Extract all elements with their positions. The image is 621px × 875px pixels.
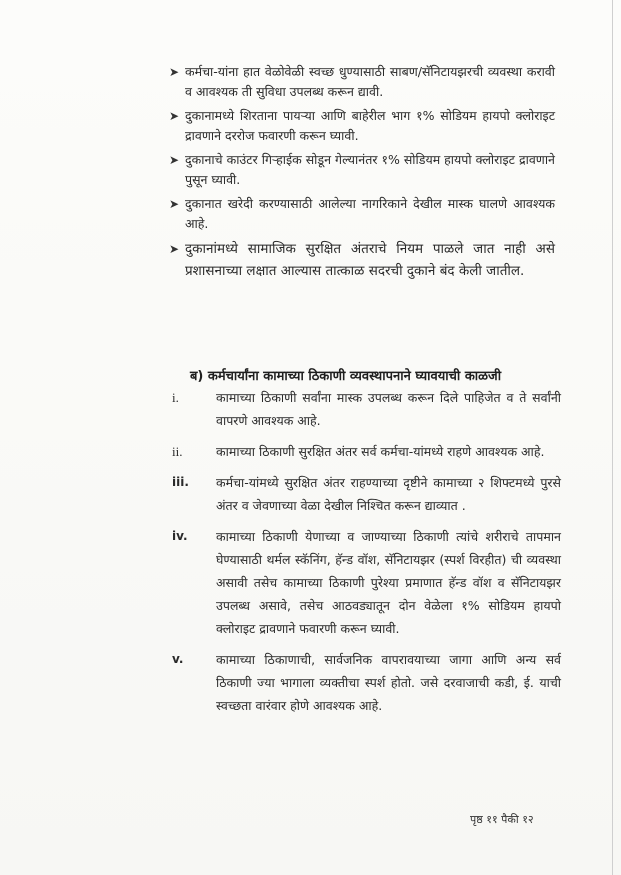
list-item bbox=[169, 106, 555, 146]
item-number: i. bbox=[172, 390, 179, 405]
list-item-text: दुकानांमध्ये सामाजिक सुरक्षित अंतराचे नियम पाळले जात नाही असे प्रशासनाच्या लक्षात आल्यास तात्काळ सदरची दुकाने बंद केली जातील. bbox=[185, 241, 555, 279]
numbered-item bbox=[166, 648, 561, 717]
section-heading: ब) कर्मचार्यांना कामाच्या ठिकाणी व्यवस्थापनाने घ्यावयाची काळजी bbox=[190, 369, 502, 384]
item-text: कामाच्या ठिकाणाची, सार्वजनिक वापरावयाच्या जागा आणि अन्य सर्व ठिकाणी ज्या भागाला व्यक्तीचा स्पर्श होतो. जसे दरवाजाची कडी, ई. याची स्वच्छता वारंवार होणे आवश्यक आहे. bbox=[216, 652, 561, 713]
numbered-item bbox=[166, 525, 561, 640]
list-item bbox=[169, 194, 555, 234]
arrow-bullet-icon: ➤ bbox=[169, 153, 180, 167]
item-number: iii. bbox=[172, 475, 189, 489]
item-text: कामाच्या ठिकाणी सर्वांना मास्क उपलब्ध करून दिले पाहिजेत व ते सर्वांनी वापरणे आवश्यक आहे. bbox=[216, 390, 561, 428]
page-number: पृष्ठ ११ पैकी १२ bbox=[470, 813, 534, 826]
arrow-bullet-icon: ➤ bbox=[169, 242, 180, 256]
item-number: v. bbox=[172, 652, 184, 666]
list-item-text: दुकानाचे काउंटर गिऱ्हाईक सोडून गेल्यानंतर १% सोडियम हायपो क्लोराइट द्रावणाने पुसून घ्यावी. bbox=[185, 152, 555, 187]
numbered-item bbox=[166, 440, 561, 463]
item-text: कामाच्या ठिकाणी येणाच्या व जाण्याच्या ठिकाणी त्यांचे शरीराचे तापमान घेण्यासाठी थर्मल स्कॅनिंग, हॅन्ड वॉश, सॅनिटायझर (स्पर्श विरहीत) ची व्यवस्था असावी तसेच कामाच्या ठिकाणी पुरेश्या प्रमाणात हॅन्ड वॉश व सॅनिटायझर उपलब्ध असावे, तसेच आठवड्यातून दोन वेळेला १% सोडियम हायपो क्लोराइट द्रावणाने फवारणी करून घ्यावी. bbox=[216, 529, 561, 636]
item-text: कर्मचा-यांमध्ये सुरक्षित अंतर राहण्याच्या दृष्टीने कामाच्या २ शिफ्टमध्ये पुरसे अंतर व जेवणाच्या वेळा देखील निश्चित करून द्याव्यात . bbox=[216, 475, 561, 513]
list-item-text: कर्मचा-यांना हात वेळोवेळी स्वच्छ धुण्यासाठी साबण/सॅनिटायझरची व्यवस्था करावी व आवश्यक ती सुविधा उपलब्ध करून द्यावी. bbox=[185, 64, 555, 99]
list-item bbox=[169, 150, 555, 190]
list-item bbox=[169, 62, 555, 102]
item-text: कामाच्या ठिकाणी सुरक्षित अंतर सर्व कर्मचा-यांमध्ये राहणे आवश्यक आहे. bbox=[216, 444, 545, 459]
arrow-bullet-icon: ➤ bbox=[169, 109, 180, 123]
employer-care-list bbox=[166, 386, 561, 725]
arrow-bullet-icon: ➤ bbox=[169, 197, 180, 211]
list-item-text: दुकानात खरेदी करण्यासाठी आलेल्या नागरिकाने देखील मास्क घालणे आवश्यक आहे. bbox=[185, 196, 555, 231]
arrow-bullet-icon: ➤ bbox=[169, 65, 180, 79]
list-item-text: दुकानामध्ये शिरताना पायऱ्या आणि बाहेरील भाग १% सोडियम हायपो क्लोराइट द्रावणाने दररोज फवारणी करून घ्यावी. bbox=[185, 108, 555, 143]
numbered-item bbox=[166, 471, 561, 517]
page-edge-line bbox=[612, 0, 613, 875]
safety-measures-list bbox=[169, 62, 555, 286]
numbered-item bbox=[166, 386, 561, 432]
item-number: ii. bbox=[172, 444, 183, 459]
item-number: iv. bbox=[172, 529, 188, 543]
list-item bbox=[169, 238, 555, 282]
